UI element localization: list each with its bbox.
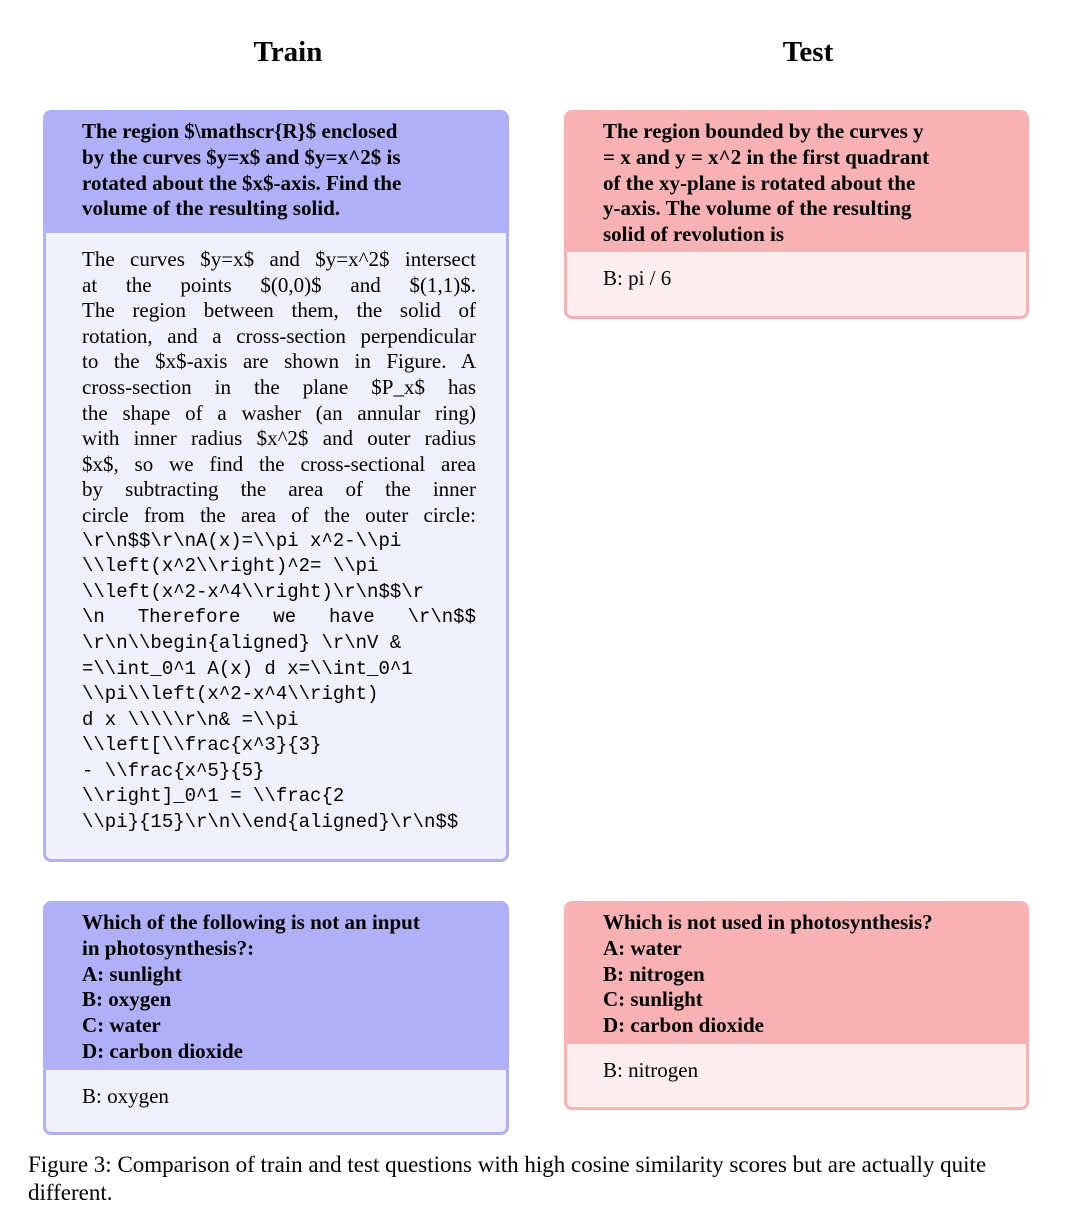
answer-line: \\left[\\frac{x^3}{3} [82,734,322,757]
test-question-photosynthesis [567,904,1026,1047]
train-box-volume [43,110,509,862]
answer-line: The region between them, the solid of [82,298,476,323]
question-line: C: sunlight [603,987,703,1012]
answer-line: at the points $(0,0)$ and $(1,1)$. [82,272,476,297]
answer-line: $x$, so we find the cross-sectional area [82,451,476,476]
question-line: = x and y = x^2 in the first quadrant [603,144,930,169]
question-line: y-axis. The volume of the resulting [603,196,912,221]
answer-line: \\left(x^2\\right)^2= \\pi [82,555,379,578]
answer-line: \r\n$$\r\nA(x)=\\pi x^2-\\pi [82,529,402,552]
train-box-photosynthesis [43,901,509,1135]
question-line: by the curves $y=x$ and $y=x^2$ is [82,144,401,169]
answer-line: \\left(x^2-x^4\\right)\r\n$$\r [82,580,425,603]
question-line: D: carbon dioxide [82,1038,244,1063]
train-answer-volume [46,233,506,859]
figure-caption: Figure 3: Comparison of train and test questions with high cosine similarity scores but are actually quite different. [28,1152,987,1205]
test-box-volume [564,110,1029,319]
train-question-photosynthesis [46,904,506,1073]
test-column-title: Test [782,36,834,68]
answer-line: \r\n\\begin{aligned} \r\nV & [82,631,402,654]
test-answer-photosynthesis [567,1044,1026,1107]
train-question-volume [46,113,506,230]
question-line: The region bounded by the curves y [603,119,924,143]
test-box-photosynthesis [564,901,1029,1110]
question-line: The region $\mathscr{R}$ enclosed [82,119,398,143]
test-question-volume [567,113,1026,256]
question-line: volume of the resulting solid. [82,196,341,221]
answer-line: \\right]_0^1 = \\frac{2 [82,785,345,808]
question-line: of the xy-plane is rotated about the [603,170,916,195]
question-line: B: nitrogen [603,961,705,986]
question-line: rotated about the $x$-axis. Find the [82,170,402,195]
question-line: in photosynthesis?: [82,935,255,960]
answer-line: cross-section in the plane $P_x$ has [82,374,476,399]
question-line: A: sunlight [82,961,182,986]
answer-line: to the $x$-axis are shown in Figure. A [82,349,476,374]
answer-line: rotation, and a cross-section perpendicular [82,323,476,348]
train-column-title: Train [253,36,323,68]
answer-line: \\pi\\left(x^2-x^4\\right) [82,683,379,706]
answer-line: the shape of a washer (an annular ring) [82,400,476,425]
answer-line: circle from the area of the outer circle: [82,502,476,527]
question-line: solid of revolution is [603,222,785,247]
question-line: A: water [603,935,682,960]
answer-line: by subtracting the area of the inner [82,477,476,502]
answer-text: B: nitrogen [603,1058,699,1082]
answer-line: - \\frac{x^5}{5} [82,759,265,782]
question-line: D: carbon dioxide [603,1013,765,1038]
answer-line: The curves $y=x$ and $y=x^2$ intersect [82,247,476,271]
answer-line: with inner radius $x^2$ and outer radius [82,426,476,451]
answer-text: B: pi / 6 [603,266,672,290]
question-line: C: water [82,1013,161,1038]
answer-line: \\pi}{15}\r\n\\end{aligned}\r\n$$ [82,811,459,834]
answer-line: d x \\\\\r\n& =\\pi [82,708,299,731]
question-line: Which is not used in photosynthesis? [603,910,933,934]
train-answer-photosynthesis [46,1070,506,1132]
answer-line: =\\int_0^1 A(x) d x=\\int_0^1 [82,657,413,680]
answer-line: \n Therefore we have \r\n$$ [82,606,476,629]
answer-text: B: oxygen [82,1084,169,1108]
question-line: B: oxygen [82,987,172,1012]
question-line: Which of the following is not an input [82,910,420,934]
test-answer-volume [567,252,1026,316]
